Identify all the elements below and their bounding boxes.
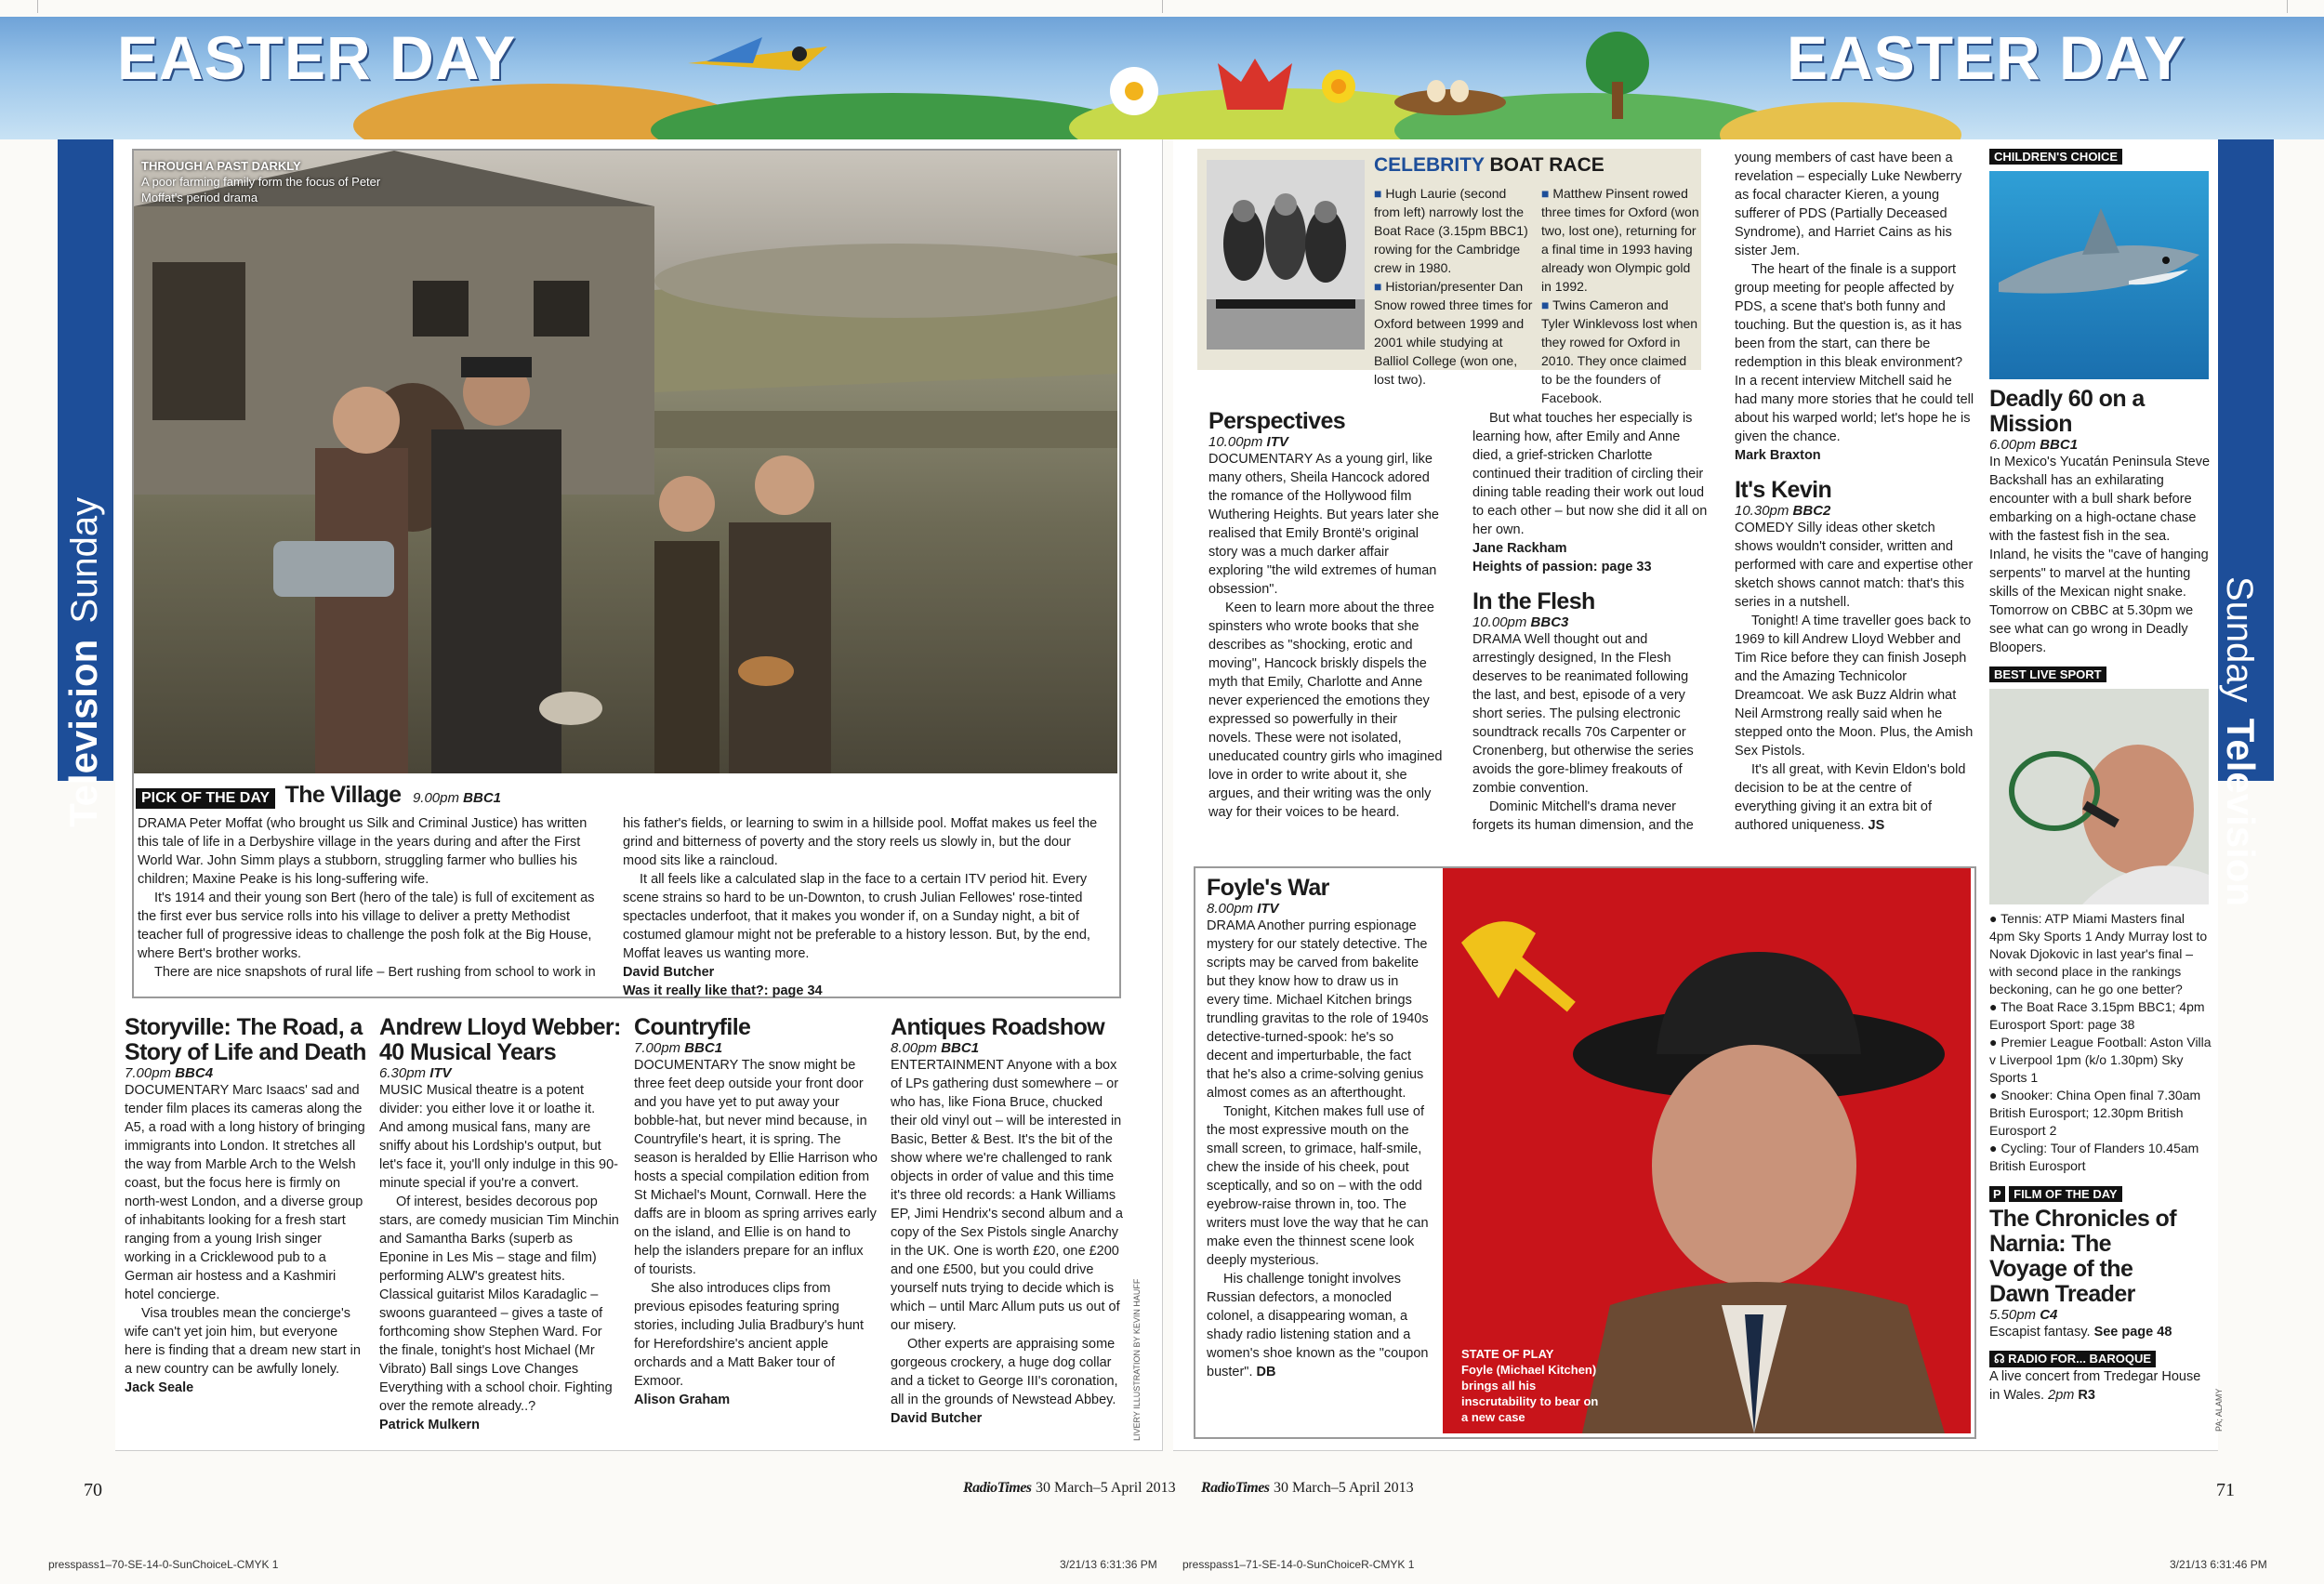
sport-item-text: The Boat Race 3.15pm BBC1; 4pm Eurosport Sport: page 38 [1989, 999, 2205, 1032]
village-scene [134, 151, 1117, 773]
listing-title: Antiques Roadshow [891, 1014, 1105, 1040]
alw-listing [379, 1015, 621, 1434]
listing-channel: BBC2 [1792, 503, 1831, 519]
radio-times-logo: RadioTimes [1201, 1480, 1270, 1496]
shark-image [1989, 171, 2209, 379]
deadly-60-text: In Mexico's Yucatán Peninsula Steve Backshall has an exhilarating encounter with a bull shark before embarking on a high-octane chase with the fastest fish in the sea. Inland, he visits the "cave of hanging serpents" to marvel at the hunting skills of the Mexican night snake. Tomorrow on CBBC at 5.30pm we see what can go wrong in Deadly Bloopers. [1989, 455, 2211, 655]
radio-time: 2pm [2048, 1388, 2075, 1403]
listing-para: DOCUMENTARY The snow might be three feet deep outside your front door and you have yet to put away your bobble-hat, but never mind because, in Countryfile's heart, it is spring. The season is heralded by Ellie Harrison who hosts a special compilation edition from St Michael's Mount, Cornwall. Here the daffs are in bloom as spring arrives early on the island, and Ellie is on hand to help the islanders prepare for an influx of tourists. [634, 1058, 878, 1277]
listing-title: It's Kevin [1735, 477, 1832, 503]
pick-heading [136, 783, 1112, 809]
film-more-link[interactable]: See page 48 [2093, 1325, 2172, 1340]
listing-time [1989, 1307, 2212, 1323]
listing-para: DOCUMENTARY As a young girl, like many others, Sheila Hancock adored the romance of the Hollywood film Wuthering Heights. But years later she realised that Emily Brontë's original story was a much darker affair exploring "the wild extremes of human obsession". [1208, 452, 1439, 597]
sport-item: ● Tennis: ATP Miami Masters final 4pm Sky Sports 1 Andy Murray lost to Novak Djokovic in last year's final – with second place in the rankings beckoning, can he go one better? [1989, 911, 2208, 997]
sport-item-text: Cycling: Tour of Flanders 10.45am British Eurosport [1989, 1141, 2199, 1173]
crop-mark [37, 0, 38, 13]
pick-time-value: 9.00pm [412, 790, 459, 806]
sport-item-text: Premier League Football: Aston Villa v Liverpool 1pm (k/o 1.30pm) Sky Sports 1 [1989, 1035, 2212, 1085]
listing-channel: BBC4 [175, 1065, 214, 1081]
boat-race-item-text: Matthew Pinsent rowed three times for Oxford (won two, lost one), returning for a final time in 1993 having already won Olympic gold in 1992. [1541, 186, 1699, 294]
antiques-listing [891, 1015, 1130, 1428]
listing-para: She also introduces clips from previous episodes featuring spring stories, including Julia Bradbury's hunt for Herefordshire's ancient apple orchards and a Matt Baker tour of Exmoor. [634, 1281, 864, 1389]
listing-body [379, 1081, 621, 1434]
listing-time-value: 7.00pm [634, 1040, 681, 1056]
section-tab-light: Sunday [2219, 576, 2260, 703]
daffodil-icon [1322, 70, 1355, 103]
masthead-right [1201, 1480, 1414, 1497]
listing-para: DRAMA Well thought out and arrestingly designed, In the Flesh deserves to be reanimated following the last, and best, episode of a very short series. The pulsing electronic soundtrack recalls 70s Carpenter or Cronenberg, but otherwise the series avoids the gore-blimey freakouts of zombie convention. [1472, 632, 1694, 796]
listing-title: Andrew Lloyd Webber: 40 Musical Years [379, 1014, 621, 1065]
bullet-icon: ■ [1541, 186, 1550, 201]
listing-time [1989, 437, 2212, 453]
listing-channel: BBC3 [1530, 614, 1569, 630]
pick-byline: David Butcher [623, 965, 715, 980]
print-stamp-right: 3/21/13 6:31:46 PM [2170, 1558, 2267, 1571]
listing-time-value: 8.00pm [891, 1040, 938, 1056]
listing-para: DOCUMENTARY Marc Isaacs' sad and tender film places its cameras along the A5, a road with a long history of bringing immigrants into London. It stretches all the way from Marble Arch to the Welsh coast, but the focus here is firmly on north-west London, and a diverse group of inhabitants looking for a fresh start ranging from a young Irish singer working in a Cricklewood pub to a German air hostess and a Kashmiri hotel concierge. [125, 1083, 365, 1302]
pick-col-2 [623, 814, 1106, 1000]
crop-mark [1162, 0, 1163, 13]
photo-caption-title: THROUGH A PAST DARKLY [141, 159, 301, 173]
listing-title: In the Flesh [1472, 588, 1595, 614]
shark-photo [1989, 171, 2209, 379]
listing-byline: DB [1256, 1365, 1276, 1379]
listing-title: Countryfile [634, 1014, 751, 1040]
sport-item: ● The Boat Race 3.15pm BBC1; 4pm Eurosport Sport: page 38 [1989, 999, 2205, 1032]
radio-channel: R3 [2078, 1388, 2095, 1403]
boat-race-item [1374, 184, 1536, 277]
listing-channel: BBC1 [941, 1040, 980, 1056]
boat-race-item-text: Twins Cameron and Tyler Winklevoss lost when they rowed for Oxford in 2010. They once claimed to be the founders of Facebook. [1541, 297, 1698, 405]
issue-date: 30 March–5 April 2013 [1273, 1480, 1414, 1496]
pick-para: DRAMA Peter Moffat (who brought us Silk and Criminal Justice) has written this tale of life in a Derbyshire village in the years during and after the First World War. John Simm plays a stubborn, struggling farmer who bullies his children; Maxine Peake is his long-suffering wife. [138, 816, 588, 887]
perspectives-listing [1208, 409, 1443, 822]
livery-credit: LIVERY ILLUSTRATION BY KEVIN HAUFF [1132, 1278, 1142, 1441]
bullet-icon: ■ [1374, 279, 1382, 294]
boat-race-photo [1207, 160, 1365, 350]
radio-icon: ☊ [1994, 1352, 2005, 1366]
right-column [1735, 149, 1976, 835]
boat-race-item [1541, 184, 1699, 296]
listing-byline: David Butcher [891, 1411, 983, 1426]
film-text [1989, 1323, 2212, 1341]
issue-date: 30 March–5 April 2013 [1035, 1480, 1176, 1496]
print-slug-right: presspass1–71-SE-14-0-SunChoiceR-CMYK 1 [1182, 1558, 1415, 1571]
listing-para: young members of cast have been a revelation – especially Luke Newberry as focal character Kieren, a young sufferer of PDS (Partially Deceased Syndrome), and Harriet Cains as his sister Jem. [1735, 151, 1962, 258]
listing-time-value: 7.00pm [125, 1065, 172, 1081]
boat-race-col-1 [1374, 184, 1536, 389]
listing-time [1472, 614, 1710, 630]
section-tab-right [2218, 139, 2274, 907]
listing-byline: Alison Graham [634, 1393, 731, 1407]
foyles-war-listing [1207, 876, 1433, 1381]
listing-channel: ITV [1266, 434, 1288, 450]
boat-race-item [1541, 296, 1699, 407]
listing-time-value: 10.30pm [1735, 503, 1789, 519]
listing-title: Storyville: The Road, a Story of Life and Death [125, 1014, 366, 1065]
listing-time-value: 10.00pm [1208, 434, 1263, 450]
print-slug-left: presspass1–70-SE-14-0-SunChoiceL-CMYK 1 [48, 1558, 279, 1571]
pick-title: The Village [284, 782, 402, 808]
bullet-icon: ■ [1374, 186, 1382, 201]
listing-body [1208, 450, 1443, 822]
section-tab-bold: Television [61, 639, 105, 827]
flesh-continued [1735, 149, 1976, 465]
listing-channel: BBC1 [684, 1040, 723, 1056]
tennis-photo [1989, 689, 2209, 904]
listing-channel: ITV [429, 1065, 452, 1081]
listing-time-value: 8.00pm [1207, 901, 1254, 917]
section-tab-label [2218, 576, 2263, 906]
radio-text-value: A live concert from Tredegar House in Wales. [1989, 1369, 2201, 1403]
banner-illustration [521, 26, 1822, 138]
listing-title: Perspectives [1208, 408, 1346, 434]
listing-para: Dominic Mitchell's drama never forgets its human dimension, and the [1472, 799, 1694, 833]
middle-column [1472, 409, 1710, 835]
sport-list [1989, 910, 2212, 1175]
listing-time-value: 10.00pm [1472, 614, 1527, 630]
section-tab-left [58, 139, 113, 827]
listing-time [634, 1040, 878, 1056]
listing-byline: Patrick Mulkern [379, 1418, 480, 1432]
listing-time-value: 6.00pm [1989, 437, 2037, 453]
radio-label [1989, 1351, 2156, 1367]
section-tab-bold: Television [2219, 718, 2263, 907]
listing-para: The heart of the finale is a support group meeting for people affected by PDS, a scene that's both funny and touching. But the question is, as it has been from the start, can there be redemption in this bleak environment? In a recent interview Mitchell said he had many more stories that he could tell about his warped world; let's hope he is given the chance. [1735, 262, 1974, 444]
deadly-60-title: Deadly 60 on a Mission [1989, 386, 2145, 437]
listing-para: DRAMA Another purring espionage mystery for our stately detective. The scripts may be carved from bakelite but they know how to draw us in every time. Michael Kitchen brings trundling gravitas to the role of 1940s detective-turned-spook: he's so decent and imperturbable, the fact that he's also a crime-solving genius almost comes as an afterthought. [1207, 918, 1429, 1101]
listing-body [125, 1081, 366, 1397]
boat-race-item [1374, 277, 1536, 389]
listing-para-text: It's all great, with Kevin Eldon's bold decision to be at the centre of everything giving it an extra bit of authored uniqueness. [1735, 762, 1966, 833]
listing-time [379, 1065, 621, 1081]
sport-item-text: Tennis: ATP Miami Masters final 4pm Sky Sports 1 Andy Murray lost to Novak Djokovic in last year's final – with second place in the rankings beckoning, can he go one better? [1989, 911, 2208, 997]
boat-race-item-text: Hugh Laurie (second from left) narrowly lost the Boat Race (3.15pm BBC1) rowing for the Cambridge crew in 1980. [1374, 186, 1528, 275]
listing-byline: JS [1868, 818, 1885, 833]
listing-body [1735, 519, 1976, 835]
listing-time [891, 1040, 1130, 1056]
flower-icon [1110, 67, 1158, 115]
listing-para-text: His challenge tonight involves Russian defectors, a monocled colonel, a disappearing woman, a shady radio listening station and a women's shoe known as the "coupon buster". [1207, 1272, 1429, 1379]
best-live-sport-label: BEST LIVE SPORT [1989, 667, 2106, 682]
foyle-caption-title: STATE OF PLAY [1461, 1347, 1554, 1361]
easter-banner [0, 17, 2324, 139]
listing-time [1208, 434, 1443, 450]
boat-race-title-b: BOAT RACE [1489, 154, 1604, 176]
listing-body [1207, 917, 1433, 1381]
pa-credit: PA; ALAMY [2214, 1388, 2224, 1432]
listing-para: Tonight! A time traveller goes back to 1969 to kill Andrew Lloyd Webber and Tim Rice before they can finish Joseph and the Amazing Technicolor Dreamcoat. We ask Buzz Aldrin what Neil Armstrong really said when he stepped onto the Moon. Plus, the Amish Sex Pistols. [1735, 614, 1974, 759]
pick-para: It all feels like a calculated slap in the face to a certain ITV period hit. Every scene strains so hard to be un-Downton, to crush Julian Fellowes' rose-tinted spectacles underfoot, that it makes you wonder if, on a Sunday night, a bit of costumed glamour might not be preferable to a history lesson. But, by the end, Moffat leaves us wanting more. [623, 872, 1090, 961]
tree-icon [1586, 32, 1649, 119]
listing-para [1735, 760, 1976, 835]
rowers-image [1207, 160, 1365, 350]
the-village-photo [134, 151, 1117, 773]
section-tab-label [61, 497, 106, 827]
perspectives-continued [1472, 409, 1710, 576]
sport-item: ● Snooker: China Open final 7.30am British Eurosport; 12.30pm British Eurosport 2 [1989, 1088, 2201, 1138]
listing-time [1735, 503, 1976, 519]
listing-byline: Mark Braxton [1735, 448, 1821, 463]
nest-icon [1394, 80, 1506, 115]
page-number-right: 71 [2216, 1480, 2235, 1500]
listing-channel: ITV [1257, 901, 1279, 917]
listing-time-value: 6.30pm [379, 1065, 427, 1081]
listing-para: ENTERTAINMENT Anyone with a box of LPs gathering dust somewhere – or who has, like Fiona Bruce, chucked their old vinyl out – will be interested in Basic, Better & Best. It's the bit of the show where we're challenged to rank objects in order of value and this time it's three old records: a Hank Williams EP, Jimi Hendrix's second album and a copy of the Sex Pistols single Anarchy in the UK. One is worth £20, one £200 and one £500, but you could drive yourself nuts trying to decide which is which – until Marc Allum puts us out of our misery. [891, 1058, 1123, 1333]
listing-channel: C4 [2040, 1307, 2058, 1323]
listing-para [1207, 1270, 1433, 1381]
boat-race-title-a: CELEBRITY [1374, 154, 1485, 176]
pick-channel: BBC1 [463, 790, 501, 806]
listing-para: Tonight, Kitchen makes full use of the most expressive mouth on the small screen, to grimace, half-smile, chew the inside of his cheek, pout sceptically, and so on – with the odd eyebrow-raise thrown in, too. The writers must love the way that he can make even the thinnest scene look deeply mysterious. [1207, 1104, 1429, 1268]
sport-item: ● Cycling: Tour of Flanders 10.45am British Eurosport [1989, 1141, 2199, 1173]
boat-race-col-2 [1541, 184, 1699, 407]
listing-byline: Jane Rackham [1472, 541, 1567, 556]
listing-byline: Jack Seale [125, 1380, 194, 1395]
film-title: The Chronicles of Narnia: The Voyage of the Dawn Treader [1989, 1206, 2176, 1307]
countryfile-listing [634, 1015, 878, 1409]
foyle-caption-text: Foyle (Michael Kitchen) brings all his inscrutability to bear on a new case [1461, 1363, 1599, 1424]
listing-para: Of interest, besides decorous pop stars, are comedy musician Tim Minchin and Samantha Barks (superb as Eponine in Les Mis – stage and film) performing ALW's greatest hits. Classical guitarist Milos Karadaglic – swoons guaranteed – gives a taste of forthcoming show Stephen Ward. For the finale, tonight's host Michael (Mr Vibrato) Ball sings Love Changes Everything with a school choir. Fighting over the remote already..? [379, 1195, 619, 1414]
pick-para: There are nice snapshots of rural life – Bert rushing from school to work in [154, 965, 596, 980]
tulip-icon [1218, 59, 1292, 110]
banner-title-right: EASTER DAY [1787, 23, 2186, 92]
sport-item-text: Snooker: China Open final 7.30am British Eurosport; 12.30pm British Eurosport 2 [1989, 1088, 2201, 1138]
listing-para: Other experts are appraising some gorgeous crockery, a huge dog collar and a ticket to George III's coronation, all in the grounds of Newstead Abbey. [891, 1337, 1118, 1407]
listing-title: Foyle's War [1207, 875, 1329, 901]
sidebar [1989, 149, 2212, 1405]
crop-mark [2287, 0, 2288, 13]
boat-race-heading [1374, 154, 1604, 177]
listing-para: Visa troubles mean the concierge's wife can't yet join him, but everyone here is finding that a dream new start in a new country can be awfully lonely. [125, 1306, 361, 1377]
print-stamp-left: 3/21/13 6:31:36 PM [1060, 1558, 1157, 1571]
more-link[interactable]: Heights of passion: page 33 [1472, 560, 1652, 574]
film-rating-icon: P [1989, 1186, 2005, 1202]
pick-para: It's 1914 and their young son Bert (hero of the tale) is full of excitement as the first ever bus service rolls into his village to deliver a pretty Methodist teacher full of progressive ideas to challenge the posh folk at the Big House, where Bert's brother works. [138, 891, 595, 961]
film-of-the-day-label: FILM OF THE DAY [2009, 1186, 2121, 1202]
listing-para: Keen to learn more about the three spinsters who wrote books that she describes as "shocking, erotic and moving", Hancock briskly dispels the myth that Emily, Charlotte and Anne never experienced the emotions they expressed so powerfully in their novels. These were not isolated, uneducated country girls who imagined love in order to write about it, she argues, and their writing was the only way for their voices to be heard. [1208, 601, 1443, 820]
childrens-choice-label: CHILDREN'S CHOICE [1989, 149, 2122, 165]
pick-label: PICK OF THE DAY [136, 788, 275, 809]
banner-title-left: EASTER DAY [117, 23, 517, 92]
pick-para: his father's fields, or learning to swim in a hillside pool. Moffat makes us feel the grind and bitterness of poverty and the story reels us slowly in, but the dour mood sits like a raincloud. [623, 816, 1098, 868]
listing-para: But what touches her especially is learning how, after Emily and Anne died, a grief-stricken Charlotte continued their tradition of circling their dining table reading their work out loud to each other – but now she did it all on her own. [1472, 411, 1708, 537]
sport-item: ● Premier League Football: Aston Villa v Liverpool 1pm (k/o 1.30pm) Sky Sports 1 [1989, 1035, 2212, 1085]
masthead-left [963, 1480, 1176, 1497]
foyle-caption [1461, 1346, 1601, 1425]
page-number-left: 70 [84, 1480, 102, 1500]
listing-para: COMEDY Silly ideas other sketch shows wouldn't consider, written and performed with care and expertise other sketch shows cannot match: that's this series in a nutshell. [1735, 521, 1974, 610]
listing-channel: BBC1 [2040, 437, 2079, 453]
listing-time [125, 1065, 366, 1081]
listing-time [1207, 901, 1433, 917]
bird-icon [688, 37, 827, 71]
pick-more-link[interactable]: Was it really like that?: page 34 [623, 983, 823, 998]
listing-body [1472, 630, 1710, 835]
photo-caption-text: A poor farming family form the focus of Peter Moffat's period drama [141, 175, 381, 205]
storyville-listing [125, 1015, 366, 1397]
listing-body [891, 1056, 1130, 1428]
section-tab-light: Sunday [64, 496, 105, 624]
photo-caption [141, 158, 383, 205]
bullet-icon: ■ [1541, 297, 1550, 312]
listing-para: MUSIC Musical theatre is a potent divider: you either love it or loathe it. And among musical fans, many are sniffy about his Lordship's output, but let's face it, you'll only indulge in this 90-minute special if you're a convert. [379, 1083, 619, 1191]
radio-times-logo: RadioTimes [963, 1480, 1032, 1496]
pick-time [413, 790, 501, 806]
listing-time-value: 5.50pm [1989, 1307, 2037, 1323]
film-text-value: Escapist fantasy. [1989, 1325, 2091, 1340]
listing-body [634, 1056, 878, 1409]
radio-text [1989, 1367, 2212, 1405]
tennis-image [1989, 689, 2209, 904]
pick-col-1 [138, 814, 608, 982]
boat-race-item-text: Historian/presenter Dan Snow rowed three times for Oxford between 1999 and 2001 while studying at Balliol College (won one, lost two). [1374, 279, 1533, 387]
radio-label-text: RADIO FOR... BAROQUE [2008, 1352, 2152, 1366]
